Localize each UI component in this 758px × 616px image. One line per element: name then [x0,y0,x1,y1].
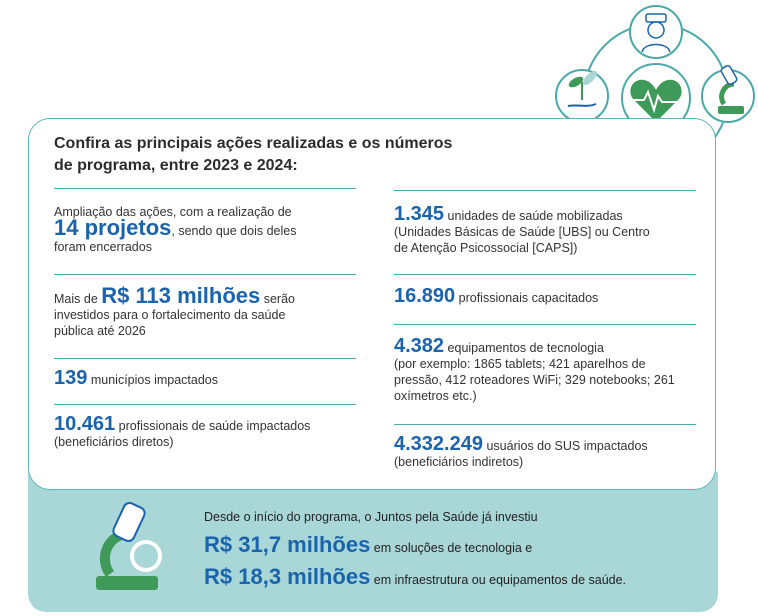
stat-investment: Mais de R$ 113 milhões serão investidos para o fortalecimento da saúde pública até 2026 [54,283,295,338]
microscope-icon [702,65,754,122]
divider [54,188,356,189]
stat-sus-users: 4.332.249 usuários do SUS impactados (beneficiários indiretos) [394,433,648,469]
divider [54,404,356,405]
divider [394,424,696,425]
divider [394,324,696,325]
nurse-icon [630,6,682,58]
microscope-icon [88,500,178,600]
stat-municipalities: 139 municípios impactados [54,367,218,389]
divider [54,358,356,359]
stat-health-units: 1.345 unidades de saúde mobilizadas (Unidades Básicas de Saúde [UBS] ou Centro de Atenção Psicossocial [CAPS]) [394,203,650,255]
divider [394,274,696,275]
stat-health-professionals: 10.461 profissionais de saúde impactados (beneficiários diretos) [54,413,311,449]
investment-infra: R$ 18,3 milhões em infraestrutura ou equipamentos de saúde. [204,564,627,589]
hand-plant-icon [556,69,608,122]
page-title: Confira as principais ações realizadas e os números de programa, entre 2023 e 2024: [54,135,453,174]
stat-projects: Ampliação das ações, com a realização de 14 projetos, sendo que dois deles foram encerrados [54,205,297,254]
divider [394,190,696,191]
stat-trained-professionals: 16.890 profissionais capacitados [394,285,599,307]
divider [54,274,356,275]
stat-tech-equipment: 4.382 equipamentos de tecnologia (por exemplo: 1865 tablets; 421 aparelhos de pressão, 412 roteadores WiFi; 329 notebooks; 261 oxímetros etc.) [394,335,675,403]
investment-tech: R$ 31,7 milhões em soluções de tecnologia e [204,532,533,557]
investment-intro: Desde o início do programa, o Juntos pela Saúde já investiu [204,510,538,524]
